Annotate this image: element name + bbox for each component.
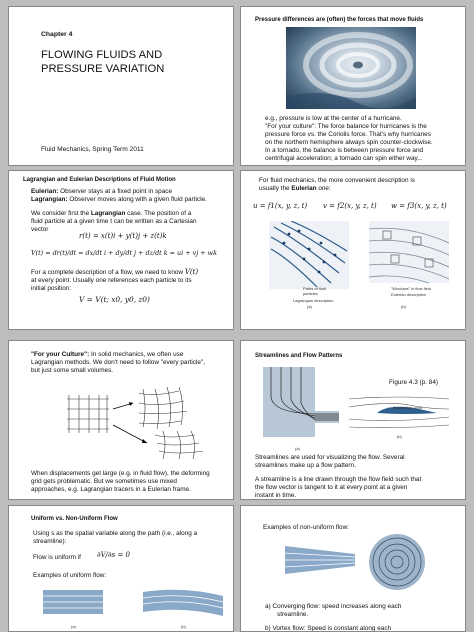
lagrangian-diagram [269,221,349,289]
chapter-label: Chapter 4 [41,31,73,38]
deforming-grid-diagram [59,381,219,463]
line-4: Examples of uniform flow: [33,572,107,579]
uniform-equation: ∂V/∂s = 0 [97,551,131,559]
converging-line2: streamline. [277,611,309,618]
tank-outflow-diagram [263,367,339,445]
caption-a: (a) [307,304,312,309]
caption-paths: Paths of fluid [303,286,327,291]
figure-reference: Figure 4.3 (p. 84) [389,379,439,386]
slide-pressure-differences [240,6,466,166]
culture-line2: Lagrangian methods. We don't need to follow "every particle", [31,359,206,366]
vortex-flow-diagram [367,532,427,592]
caption-windows: "Windows" in flow field [391,286,431,291]
w-equation: w = f3(x, y, z, t) [391,202,447,210]
vortex-line1: b) Vortex flow: Speed is constant along each [265,625,392,632]
slide-title [8,6,234,166]
para-line2: streamlines make up a flow pattern. [255,462,356,469]
slide-heading: Pressure differences are (often) the forces that move fluids [255,17,424,23]
line-2: "For your culture": The force balance for hurricanes is the [265,123,427,130]
para-line3: A streamline is a line drawn through the flow field such that [255,476,422,483]
slide-solid-mechanics [8,340,234,500]
caption-eulerian: Eulerian description [391,292,427,297]
slide-uniform-flow [8,505,234,632]
caption-particles: particles [303,291,318,296]
bottom-line1: When displacements get large (e.g. in fluid flow), the deforming [31,470,210,477]
line-5: In a tornado, the balance is between pressure force and [265,147,424,154]
para2-line1: For a complete description of a flow, we need to know V(t) [31,268,199,276]
intro-line1: For fluid mechanics, the more convenient description is [259,177,415,184]
slide-non-uniform-flow [240,505,466,632]
caption-b: (b) [401,304,406,309]
caption-lagrangian: Lagrangian description [293,298,334,303]
bottom-line2: grid gets problematic. But we sometimes use mixed [31,478,177,485]
caption-a: (a) [71,624,76,629]
line-4: on the northern hemisphere always spin counter-clockwise. [265,139,433,146]
course-label: Fluid Mechanics, Spring Term 2011 [41,146,144,153]
slide-streamlines [240,340,466,500]
slide-eulerian-description [240,170,466,330]
para-line1: Streamlines are used for visualizing the flow. Several [255,454,405,461]
line-2: streamline): [33,538,67,545]
line-1: e.g., pressure is low at the center of a hurricane. [265,115,402,122]
converging-line1: a) Converging flow: speed increases along each [265,603,402,610]
hurricane-image [286,27,416,109]
eulerian-diagram [369,221,449,283]
velocity-equation: V(t) = dr(t)/dt = dx/dt i + dy/dt j + dz/dt k = ui + vj + wk [31,249,217,257]
bottom-line3: approaches, e.g. Lagrangian tracers in a Eulerian frame. [31,486,191,493]
lagrangian-def: Lagrangian: Observer moves along with a given fluid particle. [31,196,207,203]
line-6: centrifugal acceleration; a tornado can spin either way... [265,155,423,162]
slide-heading: Streamlines and Flow Patterns [255,353,343,359]
uniform-flow-diagrams [43,586,223,620]
v-equation: v = f2(x, y, z, t) [323,202,377,210]
para1-line1: We consider first the Lagrangian case. The position of a [31,210,192,217]
line-3: Flow is uniform if [33,554,81,561]
slide-lagrangian-eulerian [8,170,234,330]
para1-line2: fluid particle at a given time t can be written as a Cartesian [31,218,197,225]
line-1: Using s as the spatial variable along the path (i.e., along a [33,530,198,537]
culture-line1: "For your Culture": In solid mechanics, we often use [31,351,184,358]
para-line5: instant in time. [255,492,297,499]
caption-separation: Separation point [393,405,423,410]
caption-b: (b) [181,624,186,629]
intro-line2: usually the Eulerian one: [259,185,331,192]
initial-position-equation: V = V(t; x0, y0, z0) [79,295,150,304]
converging-flow-diagram [285,542,355,578]
para2-line3: initial position: [31,285,72,292]
line-3: pressure force vs. the Coriolis force. That's why hurricanes [265,131,431,138]
title-line-1: FLOWING FLUIDS AND [41,49,163,61]
slide-heading: Lagrangian and Eulerian Descriptions of Fluid Motion [23,177,176,183]
slide-heading: Examples of non-uniform flow: [263,524,349,531]
para1-line3: vector [31,226,49,233]
para-line4: the flow vector is tangent to it at every point at a given [255,484,408,491]
para2-line2: at every point. Usually one references each particle to its [31,277,192,284]
title-line-2: PRESSURE VARIATION [41,63,165,75]
caption-a: (a) [295,446,300,451]
position-equation: r(t) = x(t)i + y(t)j + z(t)k [79,232,167,240]
slide-heading: Uniform vs. Non-Uniform Flow [31,516,118,522]
caption-b: (b) [397,434,402,439]
u-equation: u = f1(x, y, z, t) [253,202,308,210]
eulerian-def: Eulerian: Observer stays at a fixed point in space [31,188,173,195]
culture-line3: but just some small volumes. [31,367,114,374]
